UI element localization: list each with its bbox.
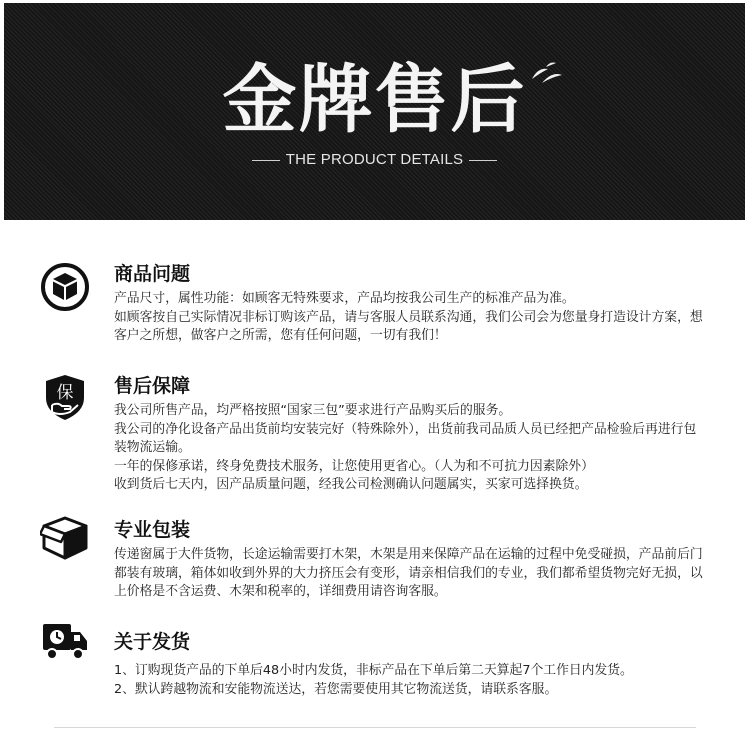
section-title: 商品问题: [114, 263, 191, 285]
cube-icon: [40, 262, 90, 312]
body-line: 我公司的净化设备产品出货前均安装完好（特殊除外），出货前我司品质人员已经把产品检验后再进行包装物流运输。: [114, 421, 697, 456]
body-line: 传递窗属于大件货物，长途运输需要打木架，木架是用来保障产品在运输的过程中免受碰损，产品前后门都装有玻璃，箱体如收到外界的大力挤压会有变形，请亲相信我们的专业，我们都希望货物完好无损，以上价格是不含运费、木架和税率的，详细费用请咨询客服。: [114, 547, 703, 600]
shield-hand-icon: [40, 372, 90, 422]
body-line: 2、默认跨越物流和安能物流送达，若您需要使用其它物流送货，请联系客服。: [114, 681, 558, 697]
delivery-truck-icon: [40, 616, 90, 666]
body-line: 一年的保修承诺，终身免费技术服务，让您使用更省心。（人为和不可抗力因素除外）: [114, 458, 594, 474]
body-line: 1、订购现货产品的下单后48小时内发货，非标产品在下单后第二天算起7个工作日内发货。: [114, 663, 633, 678]
bottom-divider: [54, 727, 696, 728]
section-title: 关于发货: [114, 631, 191, 653]
section-body: [114, 546, 704, 602]
body-line: 产品尺寸，属性功能：如顾客无特殊要求，产品均按我公司生产的标准产品为准。: [114, 291, 575, 306]
section-body: [114, 402, 704, 495]
section-title: 售后保障: [114, 375, 191, 397]
subtitle-rule-right: [469, 160, 497, 161]
body-line: 如顾客按自己实际情况非标订购该产品，请与客服人员联系沟通，我们公司会为您量身打造设计方案，想客户之所想，做客户之所需，您有任何问题，一切有我们！: [114, 309, 703, 344]
header-banner: [4, 3, 745, 220]
shield-icon-text: 保: [56, 383, 74, 403]
package-box-icon: [40, 512, 90, 562]
leaf-decoration-icon: [528, 59, 564, 87]
section-body: [114, 662, 704, 699]
section-title: 专业包装: [114, 519, 191, 541]
body-line: 我公司所售产品，均严格按照“国家三包”要求进行产品购买后的服务。: [114, 403, 512, 418]
banner-subtitle: [4, 151, 745, 168]
banner-title: 金牌售后: [222, 57, 527, 143]
banner-subtitle-text: THE PRODUCT DETAILS: [285, 151, 464, 168]
subtitle-rule-left: [252, 160, 280, 161]
section-body: [114, 290, 704, 346]
body-line: 收到货后七天内，因产品质量问题，经我公司检测确认问题属实，买家可选择换货。: [114, 477, 588, 493]
